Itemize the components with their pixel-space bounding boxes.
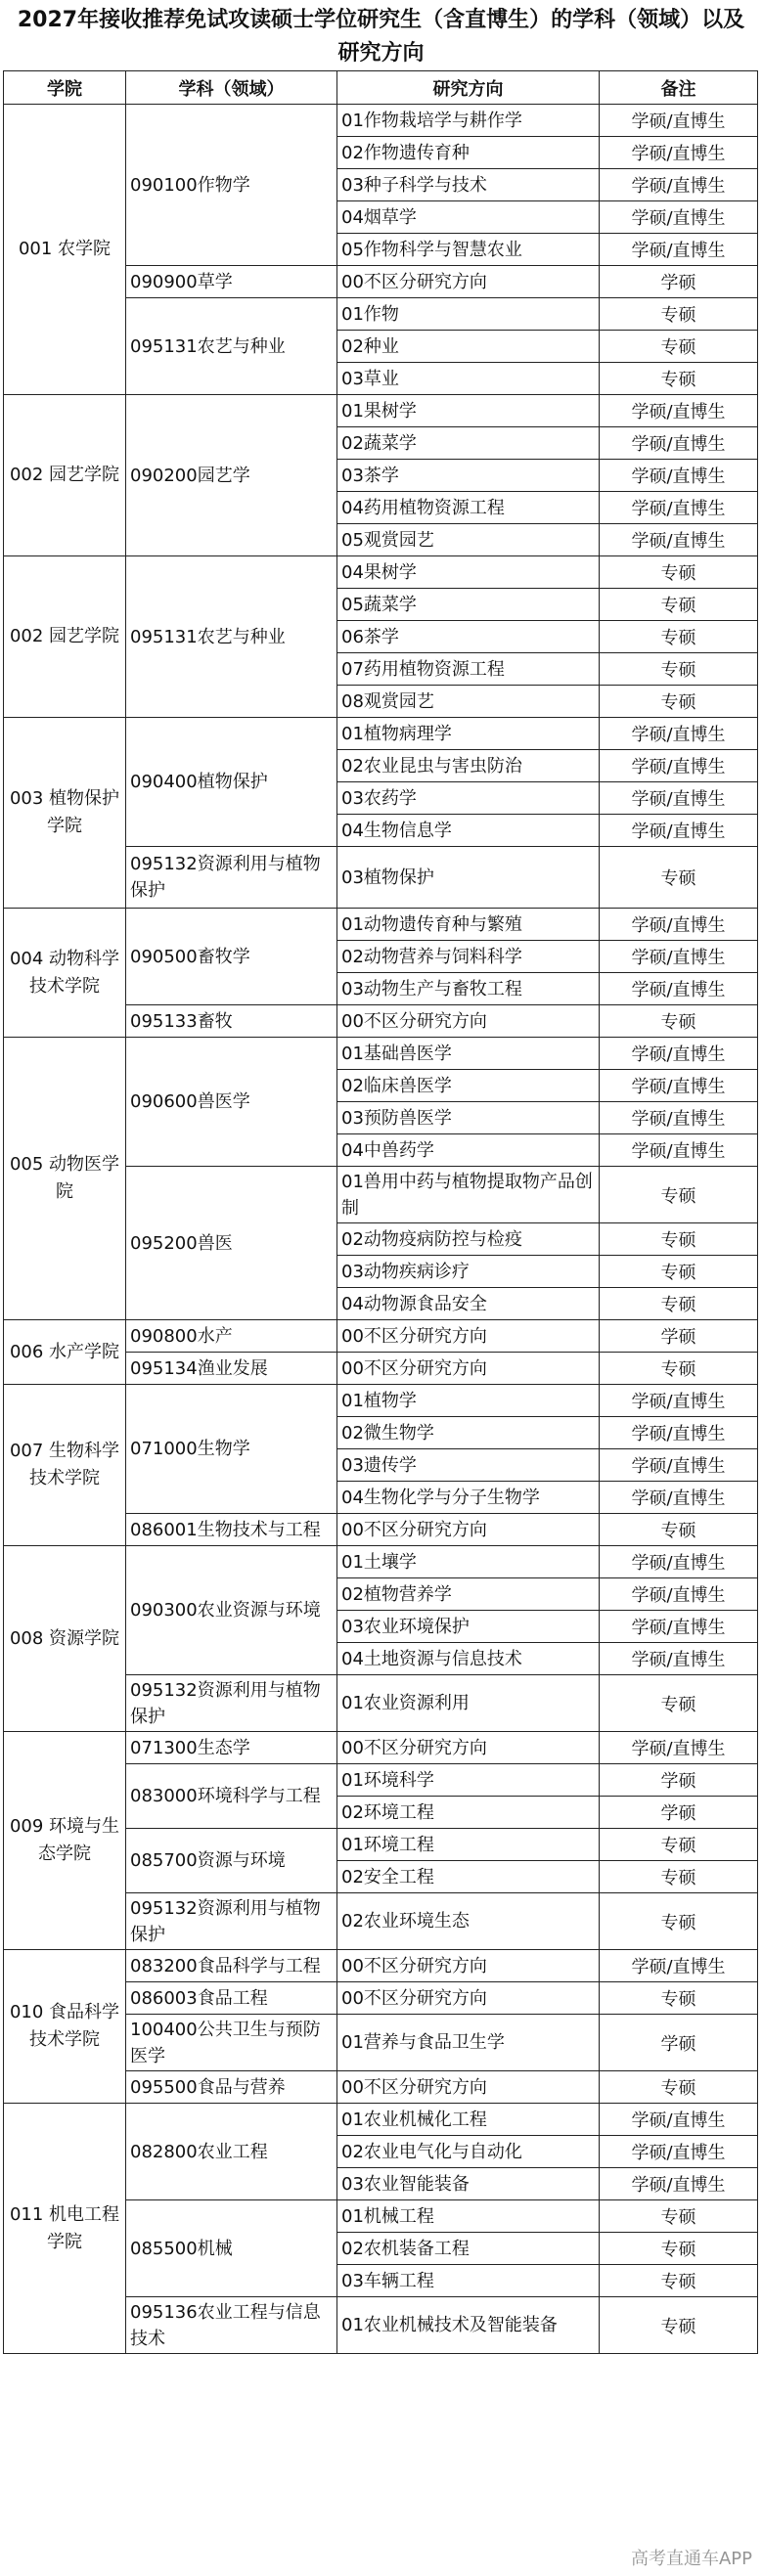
note-cell: 学硕/直博生 [600,2168,758,2200]
table-row [4,105,758,137]
note-cell: 学硕 [600,1764,758,1797]
direction-cell: 01植物学 [337,1385,600,1417]
note-cell: 专硕 [600,1982,758,2015]
discipline-cell: 090300农业资源与环境 [126,1546,337,1675]
discipline-cell: 095136农业工程与信息技术 [126,2297,337,2354]
note-cell: 学硕/直博生 [600,492,758,524]
direction-cell: 04生物信息学 [337,815,600,847]
note-cell: 专硕 [600,2233,758,2265]
direction-cell: 00不区分研究方向 [337,266,600,298]
direction-cell: 03车辆工程 [337,2265,600,2297]
header-college: 学院 [4,71,126,105]
discipline-cell: 095131农艺与种业 [126,556,337,718]
discipline-cell: 090400植物保护 [126,718,337,847]
discipline-cell: 100400公共卫生与预防医学 [126,2015,337,2071]
discipline-cell: 083200食品科学与工程 [126,1950,337,1982]
direction-cell: 03茶学 [337,460,600,492]
direction-cell: 02植物营养学 [337,1578,600,1611]
direction-cell: 02临床兽医学 [337,1070,600,1102]
note-cell: 学硕/直博生 [600,137,758,169]
note-cell: 专硕 [600,847,758,909]
table-row [4,556,758,589]
college-cell: 002 园艺学院 [4,556,126,718]
note-cell: 专硕 [600,2071,758,2104]
discipline-cell: 086001生物技术与工程 [126,1514,337,1546]
direction-cell: 01营养与食品卫生学 [337,2015,600,2071]
note-cell: 学硕/直博生 [600,1578,758,1611]
direction-cell: 03种子科学与技术 [337,169,600,201]
direction-cell: 01土壤学 [337,1546,600,1578]
direction-cell: 04土地资源与信息技术 [337,1643,600,1675]
college-cell: 007 生物科学技术学院 [4,1385,126,1546]
direction-cell: 02农业昆虫与害虫防治 [337,750,600,782]
direction-cell: 02动物营养与饲料科学 [337,941,600,973]
note-cell: 学硕/直博生 [600,524,758,556]
note-cell: 学硕/直博生 [600,169,758,201]
note-cell: 专硕 [600,2265,758,2297]
direction-cell: 00不区分研究方向 [337,1353,600,1385]
discipline-cell: 090600兽医学 [126,1038,337,1167]
note-cell: 学硕/直博生 [600,941,758,973]
note-cell: 学硕 [600,1797,758,1829]
discipline-cell: 082800农业工程 [126,2104,337,2200]
direction-cell: 03遗传学 [337,1449,600,1482]
college-cell: 008 资源学院 [4,1546,126,1732]
note-cell: 学硕/直博生 [600,427,758,460]
direction-cell: 02动物疫病防控与检疫 [337,1223,600,1256]
note-cell: 学硕/直博生 [600,1070,758,1102]
note-cell: 学硕 [600,1320,758,1353]
note-cell: 学硕/直博生 [600,2104,758,2136]
note-cell: 专硕 [600,1675,758,1732]
header-discipline: 学科（领域） [126,71,337,105]
direction-cell: 02微生物学 [337,1417,600,1449]
note-cell: 学硕/直博生 [600,460,758,492]
direction-cell: 03动物生产与畜牧工程 [337,973,600,1005]
note-cell: 专硕 [600,2297,758,2354]
direction-cell: 05蔬菜学 [337,589,600,621]
note-cell: 学硕/直博生 [600,105,758,137]
watermark: 高考直通车APP [630,2549,752,2569]
note-cell: 学硕/直博生 [600,1417,758,1449]
direction-cell: 06茶学 [337,621,600,653]
discipline-cell: 085700资源与环境 [126,1829,337,1893]
direction-cell: 04果树学 [337,556,600,589]
note-cell: 学硕/直博生 [600,201,758,234]
college-cell: 001 农学院 [4,105,126,395]
table-row [4,909,758,941]
note-cell: 学硕/直博生 [600,1102,758,1134]
direction-cell: 01农业机械化工程 [337,2104,600,2136]
direction-cell: 00不区分研究方向 [337,1950,600,1982]
direction-cell: 02作物遗传育种 [337,137,600,169]
note-cell: 学硕/直博生 [600,1385,758,1417]
note-cell: 学硕 [600,266,758,298]
direction-cell: 04生物化学与分子生物学 [337,1482,600,1514]
direction-cell: 01作物 [337,298,600,331]
note-cell: 学硕/直博生 [600,1950,758,1982]
direction-cell: 00不区分研究方向 [337,1982,600,2015]
header-direction: 研究方向 [337,71,600,105]
direction-cell: 01动物遗传育种与繁殖 [337,909,600,941]
college-cell: 005 动物医学院 [4,1038,126,1320]
direction-cell: 01基础兽医学 [337,1038,600,1070]
note-cell: 专硕 [600,1223,758,1256]
college-cell: 009 环境与生态学院 [4,1732,126,1950]
direction-cell: 01植物病理学 [337,718,600,750]
note-cell: 专硕 [600,1514,758,1546]
direction-cell: 02安全工程 [337,1861,600,1893]
direction-cell: 05作物科学与智慧农业 [337,234,600,266]
note-cell: 学硕/直博生 [600,2136,758,2168]
note-cell: 学硕/直博生 [600,234,758,266]
table-header-row [4,71,758,105]
direction-cell: 07药用植物资源工程 [337,653,600,686]
direction-cell: 00不区分研究方向 [337,1514,600,1546]
discipline-cell: 095132资源利用与植物保护 [126,1675,337,1732]
note-cell: 专硕 [600,589,758,621]
note-cell: 专硕 [600,1893,758,1950]
note-cell: 专硕 [600,298,758,331]
note-cell: 专硕 [600,653,758,686]
direction-cell: 03草业 [337,363,600,395]
header-note: 备注 [600,71,758,105]
note-cell: 学硕/直博生 [600,718,758,750]
college-cell: 002 园艺学院 [4,395,126,556]
direction-cell: 01环境科学 [337,1764,600,1797]
discipline-cell: 095131农艺与种业 [126,298,337,395]
note-cell: 专硕 [600,556,758,589]
note-cell: 专硕 [600,1005,758,1038]
direction-cell: 01农业机械技术及智能装备 [337,2297,600,2354]
table-row [4,1038,758,1070]
discipline-cell: 095132资源利用与植物保护 [126,1893,337,1950]
table-row [4,2104,758,2136]
note-cell: 学硕/直博生 [600,1643,758,1675]
direction-cell: 02农业环境生态 [337,1893,600,1950]
table-row [4,1320,758,1353]
note-cell: 学硕/直博生 [600,1482,758,1514]
direction-cell: 01作物栽培学与耕作学 [337,105,600,137]
note-cell: 学硕/直博生 [600,395,758,427]
discipline-cell: 090800水产 [126,1320,337,1353]
direction-cell: 03农业环境保护 [337,1611,600,1643]
note-cell: 专硕 [600,1288,758,1320]
note-cell: 学硕/直博生 [600,1546,758,1578]
direction-cell: 08观赏园艺 [337,686,600,718]
direction-cell: 01果树学 [337,395,600,427]
direction-cell: 04烟草学 [337,201,600,234]
note-cell: 专硕 [600,2200,758,2233]
discipline-cell: 090100作物学 [126,105,337,266]
table-row [4,718,758,750]
college-cell: 010 食品科学技术学院 [4,1950,126,2104]
college-cell: 006 水产学院 [4,1320,126,1385]
direction-cell: 01机械工程 [337,2200,600,2233]
discipline-cell: 095133畜牧 [126,1005,337,1038]
discipline-cell: 095500食品与营养 [126,2071,337,2104]
table-row [4,1732,758,1764]
note-cell: 学硕/直博生 [600,973,758,1005]
note-cell: 专硕 [600,1861,758,1893]
note-cell: 学硕/直博生 [600,782,758,815]
direction-cell: 05观赏园艺 [337,524,600,556]
direction-cell: 02农机装备工程 [337,2233,600,2265]
note-cell: 专硕 [600,1167,758,1223]
direction-cell: 00不区分研究方向 [337,1732,600,1764]
discipline-cell: 095132资源利用与植物保护 [126,847,337,909]
discipline-cell: 071300生态学 [126,1732,337,1764]
table-row [4,1950,758,1982]
direction-cell: 01环境工程 [337,1829,600,1861]
discipline-cell: 086003食品工程 [126,1982,337,2015]
direction-cell: 00不区分研究方向 [337,2071,600,2104]
note-cell: 学硕/直博生 [600,1038,758,1070]
direction-cell: 03农药学 [337,782,600,815]
discipline-cell: 095134渔业发展 [126,1353,337,1385]
college-cell: 003 植物保护学院 [4,718,126,909]
direction-cell: 04中兽药学 [337,1134,600,1167]
direction-cell: 02环境工程 [337,1797,600,1829]
note-cell: 专硕 [600,1353,758,1385]
direction-cell: 03农业智能装备 [337,2168,600,2200]
note-cell: 专硕 [600,621,758,653]
note-cell: 学硕/直博生 [600,1134,758,1167]
direction-cell: 03植物保护 [337,847,600,909]
note-cell: 学硕/直博生 [600,1449,758,1482]
discipline-cell: 071000生物学 [126,1385,337,1514]
college-cell: 004 动物科学技术学院 [4,909,126,1038]
note-cell: 学硕/直博生 [600,750,758,782]
direction-cell: 01农业资源利用 [337,1675,600,1732]
discipline-cell: 083000环境科学与工程 [126,1764,337,1829]
note-cell: 专硕 [600,363,758,395]
table-row [4,395,758,427]
table-row [4,1385,758,1417]
note-cell: 学硕 [600,2015,758,2071]
direction-cell: 04药用植物资源工程 [337,492,600,524]
direction-cell: 03动物疾病诊疗 [337,1256,600,1288]
note-cell: 专硕 [600,1256,758,1288]
direction-cell: 02种业 [337,331,600,363]
note-cell: 学硕/直博生 [600,815,758,847]
note-cell: 学硕/直博生 [600,1611,758,1643]
discipline-cell: 095200兽医 [126,1167,337,1320]
direction-cell: 04动物源食品安全 [337,1288,600,1320]
discipline-cell: 090500畜牧学 [126,909,337,1005]
direction-cell: 02蔬菜学 [337,427,600,460]
program-table [3,70,758,2354]
page-title: 2027年接收推荐免试攻读硕士学位研究生（含直博生）的学科（领域）以及研究方向 [17,8,745,66]
direction-cell: 00不区分研究方向 [337,1320,600,1353]
note-cell: 学硕/直博生 [600,909,758,941]
note-cell: 专硕 [600,331,758,363]
direction-cell: 02农业电气化与自动化 [337,2136,600,2168]
note-cell: 专硕 [600,686,758,718]
direction-cell: 01兽用中药与植物提取物产品创制 [337,1167,600,1223]
college-cell: 011 机电工程学院 [4,2104,126,2354]
note-cell: 学硕/直博生 [600,1732,758,1764]
discipline-cell: 085500机械 [126,2200,337,2297]
discipline-cell: 090200园艺学 [126,395,337,556]
table-row [4,1546,758,1578]
note-cell: 专硕 [600,1829,758,1861]
direction-cell: 03预防兽医学 [337,1102,600,1134]
direction-cell: 00不区分研究方向 [337,1005,600,1038]
discipline-cell: 090900草学 [126,266,337,298]
